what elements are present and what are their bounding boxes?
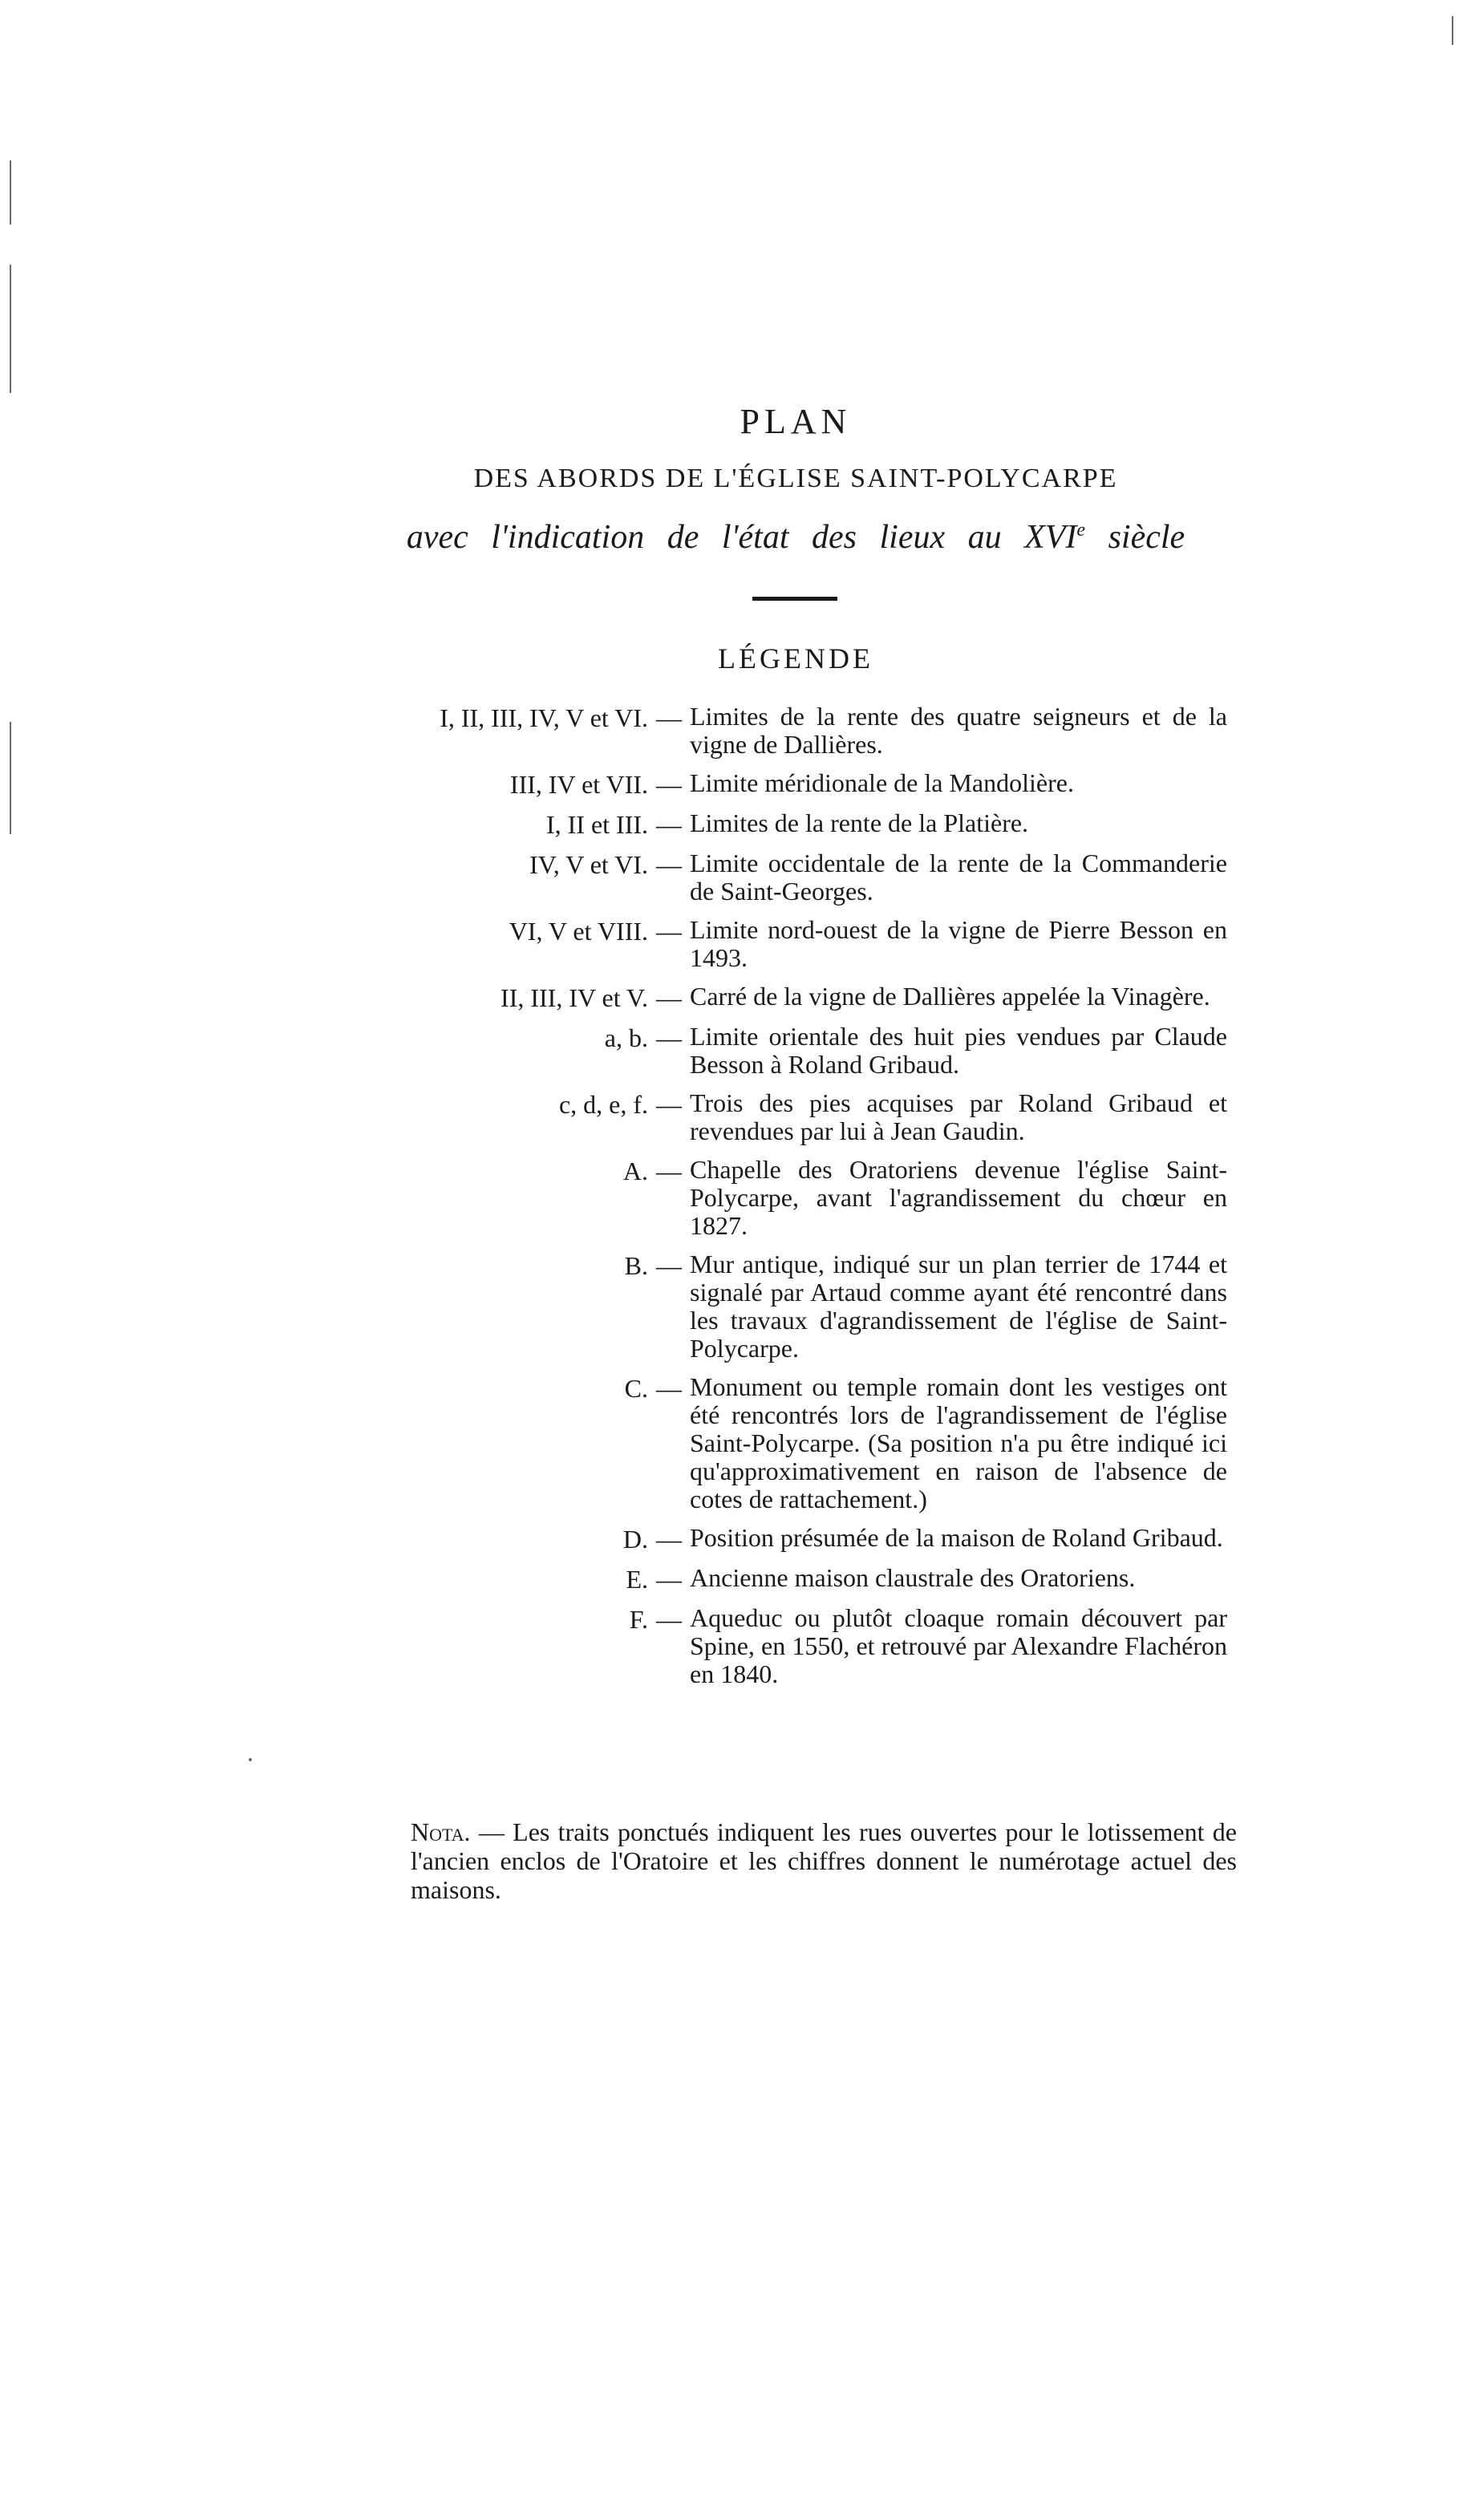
nota-paragraph	[411, 1817, 1237, 1904]
legend-list	[353, 703, 1227, 1699]
legend-entry-text: Limites de la rente des quatre seigneurs et de la vigne de Dallières.	[690, 702, 1227, 759]
legend-entry	[353, 1564, 1227, 1594]
legend-entry-dash: —	[656, 1374, 682, 1403]
legend-entry	[353, 1373, 1227, 1513]
scan-margin-mark	[10, 265, 11, 393]
subtitle-italic-text: avec l'indication de l'état des lieux au XVI	[406, 519, 1077, 556]
legend-entry	[353, 1604, 1227, 1688]
legend-entry-text: Monument ou temple romain dont les vestiges ont été rencontrés lors de l'agrandissement de l'église Saint-Polycarpe. (Sa position n'a pu être indiqué ici qu'approximativement en raison de l'absence de cotes de rattachement.)	[690, 1372, 1227, 1513]
legend-entry-key: a, b.	[604, 1023, 648, 1052]
legend-entry-text: Ancienne maison claustrale des Oratoriens.	[690, 1563, 1136, 1592]
legend-entry-dash: —	[656, 810, 682, 839]
legend-entry	[353, 1089, 1227, 1145]
legend-entry-dash: —	[656, 1525, 682, 1554]
nota-text: — Les traits ponctués indiquent les rues ouvertes pour le lotissement de l'ancien enclos de l'Oratoire et les chiffres donnent le numérotage actuel des maisons.	[411, 1817, 1237, 1904]
page-subtitle: DES ABORDS DE L'ÉGLISE SAINT-POLYCARPE	[473, 464, 1118, 493]
legend-entry	[353, 1250, 1227, 1363]
scan-margin-mark	[10, 722, 11, 834]
legend-entry-key: F.	[629, 1605, 648, 1634]
legend-entry-dash: —	[656, 1023, 682, 1052]
legend-entry	[353, 916, 1227, 972]
legend-entry-dash: —	[656, 983, 682, 1012]
legend-entry	[353, 849, 1227, 905]
legend-entry-key: VI, V et VIII.	[509, 917, 648, 946]
legend-entry-text: Chapelle des Oratoriens devenue l'église Saint-Polycarpe, avant l'agrandissement du chœur en 1827.	[690, 1155, 1227, 1240]
legend-entry-key: E.	[626, 1565, 648, 1594]
legend-entry-dash: —	[656, 1605, 682, 1634]
section-divider	[752, 597, 837, 601]
subtitle-italic-superscript: e	[1076, 520, 1086, 541]
subtitle-italic-end: siècle	[1085, 519, 1185, 556]
legend-entry	[353, 982, 1227, 1012]
legend-entry-text: Limite occidentale de la rente de la Commanderie de Saint-Georges.	[690, 849, 1227, 905]
legend-entry-key: c, d, e, f.	[558, 1090, 648, 1119]
legend-entry	[353, 1156, 1227, 1240]
legend-entry-text: Limite nord-ouest de la vigne de Pierre Besson en 1493.	[690, 915, 1227, 972]
legend-entry-text: Limites de la rente de la Platière.	[690, 808, 1029, 837]
legend-entry-text: Mur antique, indiqué sur un plan terrier de 1744 et signalé par Artaud comme ayant été rencontré dans les travaux d'agrandissement de l'église de Saint-Polycarpe.	[690, 1250, 1227, 1363]
legend-entry-text: Limite orientale des huit pies vendues par Claude Besson à Roland Gribaud.	[690, 1022, 1227, 1079]
legend-entry	[353, 809, 1227, 839]
legend-entry-dash: —	[656, 1157, 682, 1185]
page-subtitle-italic	[0, 518, 1463, 557]
scan-margin-mark	[10, 160, 11, 225]
page-title: PLAN	[740, 402, 852, 441]
legend-entry-text: Aqueduc ou plutôt cloaque romain découvert par Spine, en 1550, et retrouvé par Alexandre Flachéron en 1840.	[690, 1603, 1227, 1688]
legend-entry-key: D.	[622, 1525, 648, 1554]
scan-dot	[249, 1758, 252, 1761]
legend-entry-key: C.	[624, 1374, 648, 1403]
legend-entry-text: Limite méridionale de la Mandolière.	[690, 768, 1074, 797]
legend-entry-key: A.	[622, 1157, 648, 1185]
legend-entry-key: III, IV et VII.	[509, 770, 648, 799]
legend-entry-dash: —	[656, 1251, 682, 1280]
scan-margin-mark	[1452, 16, 1453, 45]
legend-entry	[353, 1023, 1227, 1079]
legend-entry-dash: —	[656, 850, 682, 879]
legend-entry-key: II, III, IV et V.	[500, 983, 648, 1012]
legend-entry-key: I, II et III.	[545, 810, 648, 839]
nota-label: Nota.	[411, 1817, 471, 1846]
legend-entry-dash: —	[656, 1090, 682, 1119]
legend-entry	[353, 1524, 1227, 1554]
legend-entry-dash: —	[656, 703, 682, 732]
legend-entry-text: Position présumée de la maison de Roland Gribaud.	[690, 1523, 1223, 1552]
legend-entry-key: B.	[624, 1251, 648, 1280]
legend-entry	[353, 703, 1227, 759]
legend-entry-dash: —	[656, 917, 682, 946]
legend-entry-text: Trois des pies acquises par Roland Gribaud et revendues par lui à Jean Gaudin.	[690, 1088, 1227, 1145]
legend-entry-dash: —	[656, 770, 682, 799]
legend-entry-dash: —	[656, 1565, 682, 1594]
legend-heading: LÉGENDE	[718, 642, 873, 675]
legend-entry-key: I, II, III, IV, V et VI.	[440, 703, 648, 732]
legend-entry-text: Carré de la vigne de Dallières appelée la Vinagère.	[690, 982, 1210, 1011]
legend-entry-key: IV, V et VI.	[529, 850, 648, 879]
legend-entry	[353, 769, 1227, 799]
